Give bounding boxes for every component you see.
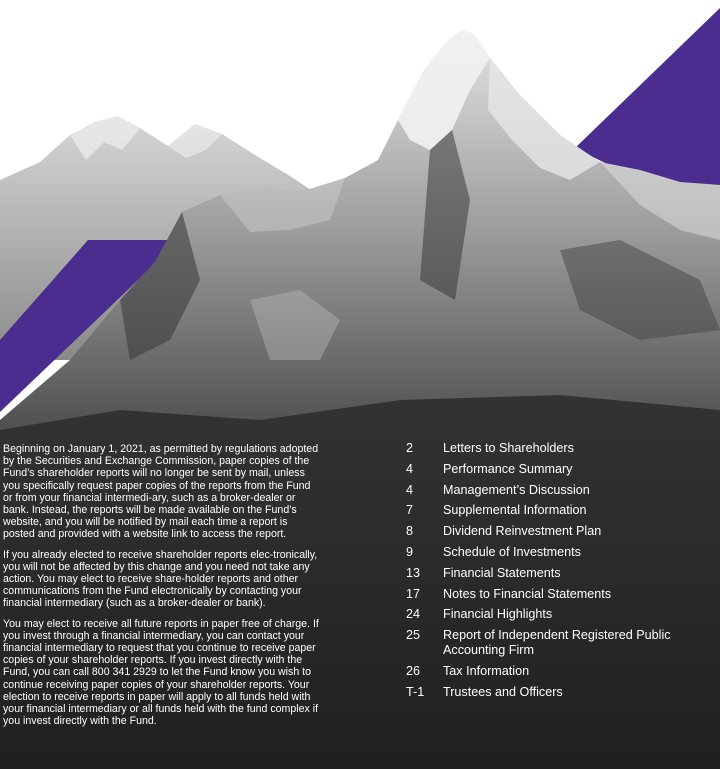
- toc-item[interactable]: [406, 462, 706, 477]
- notice-paragraph: Beginning on January 1, 2021, as permitted by regulations adopted by the Securities and Exchange Commission, paper copies of the Fund’s shareholder reports will no longer be sent by mail, unless you specifically request paper copies of the reports from the Fund or from your financial intermedi-ary, such as a broker-dealer or bank. Instead, the reports will be made available on the Fund’s website, and you will be notified by mail each time a report is posted and provided with a website link to access the report.: [3, 443, 319, 541]
- toc-page-number: T-1: [406, 684, 425, 699]
- toc-item[interactable]: [406, 685, 706, 700]
- notice-paragraph: If you already elected to receive shareholder reports elec-tronically, you will not be affected by this change and you need not take any action. You may elect to receive share-holder reports and other communications from the Fund electronically by contacting your financial intermediary (such as a broker-dealer or bank).: [3, 548, 318, 610]
- toc-item[interactable]: [406, 566, 706, 581]
- toc-label: Notes to Financial Statements: [443, 586, 611, 601]
- toc-page-number: 13: [406, 565, 421, 580]
- toc-item[interactable]: [406, 545, 706, 560]
- toc-label: Report of Independent Registered Public Accounting Firm: [443, 628, 671, 658]
- notice-paragraph: You may elect to receive all future reports in paper free of charge. If you invest through a financial intermediary, you can contact your financial intermediary to request that you continue to receive paper copies of your shareholder reports. If you invest directly with the Fund, you can call 800 341 2929 to let the Fund know you wish to continue receiving paper copies of your shareholder reports. Your election to receive reports in paper will apply to all funds held with your financial intermediary or all funds held with the fund complex if you invest directly with the Fund.: [3, 617, 319, 728]
- toc-label: Supplemental Information: [443, 503, 587, 518]
- toc-label: Performance Summary: [443, 461, 573, 476]
- toc-label: Letters to Shareholders: [443, 441, 574, 455]
- toc-item[interactable]: [406, 607, 706, 622]
- toc-page-number: 4: [406, 461, 414, 476]
- toc-label: Management’s Discussion: [443, 482, 590, 497]
- toc-label: Dividend Reinvestment Plan: [443, 524, 602, 539]
- toc-page-number: 9: [406, 544, 414, 559]
- toc-page-number: 17: [406, 586, 421, 601]
- toc-item[interactable]: [406, 483, 706, 498]
- toc-label: Trustees and Officers: [443, 684, 563, 699]
- toc-item[interactable]: [406, 524, 706, 539]
- toc-page-number: 2: [406, 441, 414, 455]
- toc-label: Financial Highlights: [443, 607, 553, 622]
- toc-item[interactable]: [406, 441, 706, 456]
- toc-page-number: 8: [406, 524, 414, 539]
- toc-label: Tax Information: [443, 663, 530, 678]
- toc-page-number: 7: [406, 503, 414, 518]
- toc-item[interactable]: [406, 587, 706, 602]
- toc-item[interactable]: [406, 503, 706, 518]
- toc-label: Schedule of Investments: [443, 544, 581, 559]
- table-of-contents: [406, 441, 706, 706]
- toc-page-number: 25: [406, 628, 421, 643]
- toc-label: Financial Statements: [443, 565, 561, 580]
- toc-item[interactable]: [406, 628, 706, 658]
- toc-page-number: 26: [406, 663, 421, 678]
- toc-item[interactable]: [406, 664, 706, 679]
- toc-page-number: 24: [406, 607, 421, 622]
- toc-page-number: 4: [406, 482, 414, 497]
- electronic-delivery-notice: [3, 443, 321, 735]
